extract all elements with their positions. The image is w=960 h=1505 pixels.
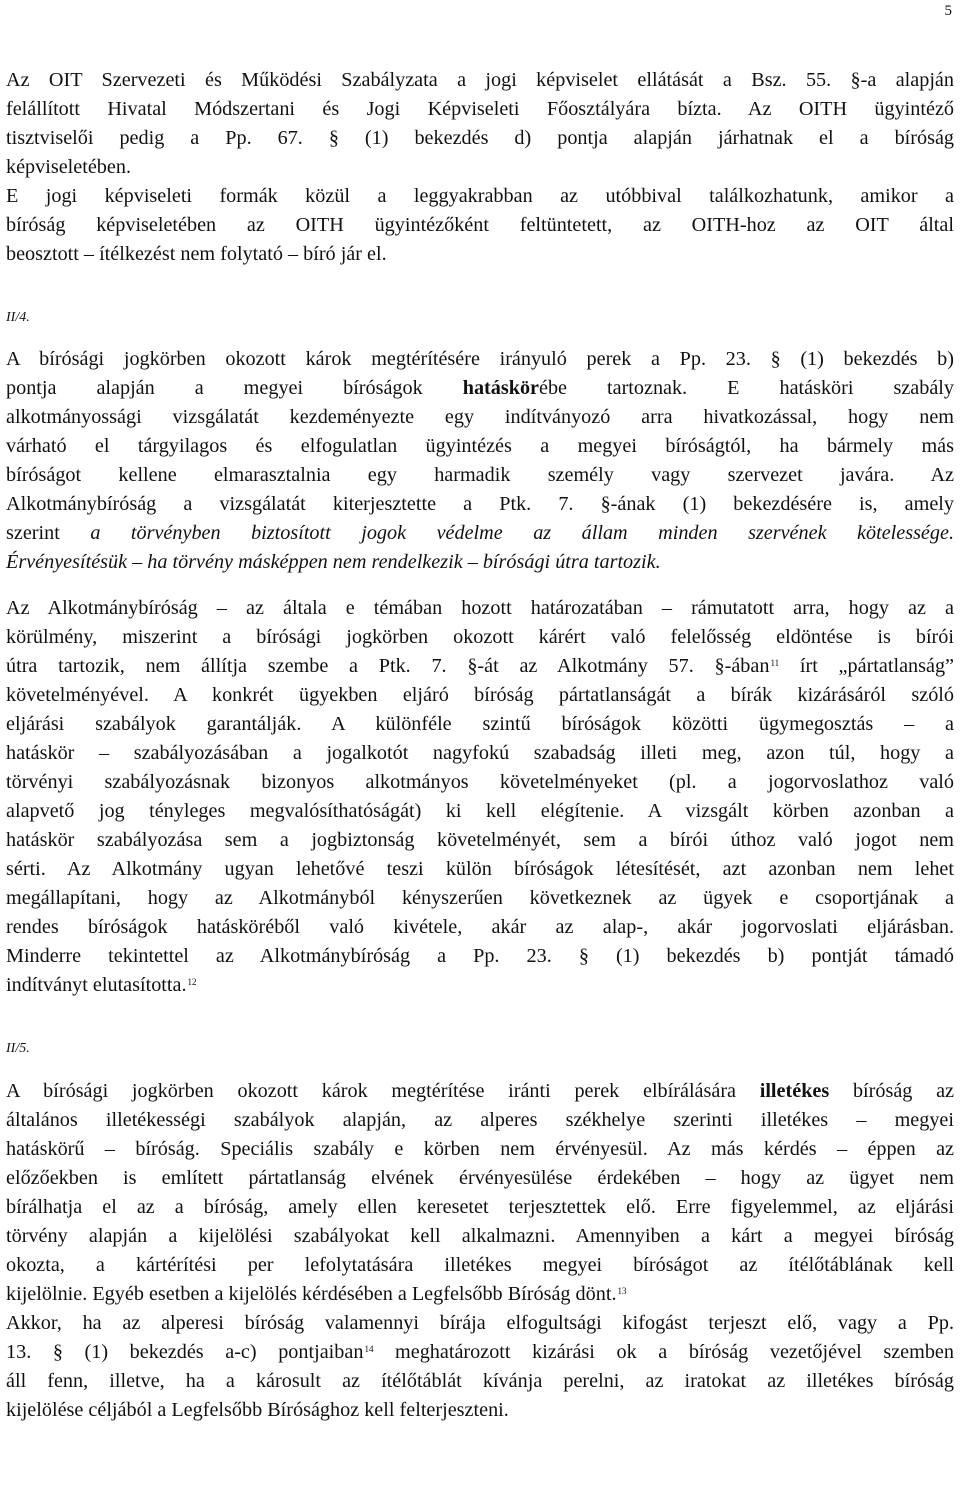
text-line: Alkotmánybíróság a vizsgálatát kiterjesztette a Ptk. 7. §-ának (1) bekezdésére is, amely xyxy=(6,493,954,515)
text-line: A bírósági jogkörben okozott károk megtérítése iránti perek elbírálására illetékes bíróság az xyxy=(6,1080,954,1102)
text-line: tisztviselői pedig a Pp. 67. § (1) bekezdés d) pontja alapján járhatnak el a bíróság xyxy=(6,127,954,149)
text-line: hatáskör szabályozása sem a jogbiztonság követelményét, sem a bírói úthoz való jogot nem xyxy=(6,829,954,851)
text-line: Az OIT Szervezeti és Működési Szabályzata a jogi képviselet ellátását a Bsz. 55. §-a alapján xyxy=(6,69,954,91)
text-line: bírálhatja el az a bíróság, amely ellen keresetet terjesztettek elő. Erre figyelemmel, az eljárási xyxy=(6,1196,954,1218)
text-line: körülmény, miszerint a bírósági jogkörben okozott kárért való felelősség eldöntése is bírói xyxy=(6,626,954,648)
text-line: bíróság képviseletében az OITH ügyintézőként feltüntetett, az OITH-hoz az OIT által xyxy=(6,214,954,236)
text-line: megállapítani, hogy az Alkotmányból kényszerűen következnek az ügyek e csoportjának a xyxy=(6,887,954,909)
section-heading-ii-5: II/5. xyxy=(6,1041,30,1056)
text-line: alapvető jog tényleges megvalósíthatóságát) ki kell elégítenie. A vizsgált körben azonban a xyxy=(6,800,954,822)
quoted-law: Érvényesítésük – ha törvény másképpen nem rendelkezik – bírósági útra tartozik. xyxy=(6,551,661,573)
footnote-ref[interactable]: 12 xyxy=(187,977,197,987)
text-line: útra tartozik, nem állítja szembe a Ptk. 7. §-át az Alkotmány 57. §-ában$^{11}$ írt „pártatlanság” xyxy=(6,655,955,677)
page-content xyxy=(6,66,954,1425)
text-line: általános illetékességi szabályok alapján, az alperes székhelye szerinti illetékes – megyei xyxy=(6,1109,954,1131)
text-line: kijelölése céljából a Legfelsőbb Bírósághoz kell felterjeszteni. xyxy=(6,1399,509,1421)
text-line: törvényi szabályozásnak bizonyos alkotmányos követelményeket (pl. a jogorvoslathoz való xyxy=(6,771,954,793)
text-line: előzőekben is említett pártatlanság elvének érvényesülése érdekében – hogy az ügyet nem xyxy=(6,1167,954,1189)
text-line: sérti. Az Alkotmány ugyan lehetővé teszi külön bíróságok létesítését, azt azonban nem lehet xyxy=(6,858,954,880)
text-line xyxy=(6,548,954,577)
text-line: hatáskörű – bíróság. Speciális szabály e körben nem érvényesül. Az más kérdés – éppen az xyxy=(6,1138,954,1160)
text-line: szerint a törvényben biztosított jogok védelme az állam minden szervének kötelessége. xyxy=(6,522,954,544)
text-line: okozta, a kártérítési per lefolytatására illetékes megyei bíróságot az ítélőtáblának kell xyxy=(6,1254,954,1276)
page-number: 5 xyxy=(944,3,952,19)
text-line: követelményével. A konkrét ügyekben eljáró bíróság pártatlanságát a bírák kizárásáról szóló xyxy=(6,684,954,706)
text-line: törvény alapján a kijelölési szabályokat kell alkalmazni. Amennyiben a kárt a megyei bíróság xyxy=(6,1225,954,1247)
text-line: E jogi képviseleti formák közül a leggyakrabban az utóbbival találkozhatunk, amikor a xyxy=(6,185,954,207)
paragraph-competence xyxy=(6,1077,954,1309)
text-line: indítványt elutasította.$^{12}$ xyxy=(6,974,197,996)
paragraph-constitutional-court xyxy=(6,594,954,1000)
quoted-law: a törvényben biztosított jogok védelme az állam minden szervének kötelessége. xyxy=(90,522,954,544)
paragraph-representation-forms xyxy=(6,182,954,269)
text-line: bíróságot kellene elmarasztalnia egy harmadik személy vagy szervezet javára. Az xyxy=(6,464,954,486)
paragraph-jurisdiction xyxy=(6,345,954,577)
text-line: Akkor, ha az alperesi bíróság valamennyi bírája elfogultsági kifogást terjeszt elő, vagy a Pp. xyxy=(6,1312,954,1334)
text-line: felállított Hivatal Módszertani és Jogi Képviseleti Főosztályára bízta. Az OITH ügyintéző xyxy=(6,98,954,120)
text-line: rendes bíróságok hatásköréből való kivétele, akár az alap-, akár jogorvoslati eljárásban. xyxy=(6,916,954,938)
bold-term: illetékes xyxy=(759,1080,830,1102)
text-line: Az Alkotmánybíróság – az általa e témában hozott határozatában – rámutatott arra, hogy az a xyxy=(6,597,954,619)
footnote-ref[interactable]: 11 xyxy=(770,658,780,668)
bold-term: hatáskör xyxy=(462,377,539,399)
footnote-ref[interactable]: 14 xyxy=(364,1344,374,1354)
text-line: hatáskör – szabályozásában a jogalkotót nagyfokú szabadság illeti meg, azon túl, hogy a xyxy=(6,742,954,764)
text-line: Minderre tekintettel az Alkotmánybíróság a Pp. 23. § (1) bekezdés b) pontját támadó xyxy=(6,945,954,967)
section-heading-ii-4: II/4. xyxy=(6,310,30,325)
footnote-ref[interactable]: 13 xyxy=(617,1286,627,1296)
text-line: áll fenn, illetve, ha a károsult az ítélőtáblát kívánja perelni, az iratokat az illetékes bíróság xyxy=(6,1370,954,1392)
text-line: alkotmányossági vizsgálatát kezdeményezte egy indítványozó arra hivatkozással, hogy nem xyxy=(6,406,954,428)
text-line: eljárási szabályok garantálják. A különféle szintű bíróságok közötti ügymegosztás – a xyxy=(6,713,954,735)
text-line: várható el tárgyilagos és elfogulatlan ügyintézés a megyei bíróságtól, ha bármely más xyxy=(6,435,954,457)
text-line: kijelölnie. Egyéb esetben a kijelölés kérdésében a Legfelsőbb Bíróság dönt.$^{13}$ xyxy=(6,1283,627,1305)
text-line: pontja alapján a megyei bíróságok hatáskörébe tartoznak. E hatásköri szabály xyxy=(6,377,954,399)
text-line: képviseletében. xyxy=(6,156,131,178)
paragraph-oit-representation xyxy=(6,66,954,182)
paragraph-bias-objection xyxy=(6,1309,954,1425)
text-line: beosztott – ítélkezést nem folytató – bíró jár el. xyxy=(6,243,387,265)
text-line: A bírósági jogkörben okozott károk megtérítésére irányuló perek a Pp. 23. § (1) bekezdés b) xyxy=(6,348,954,370)
text-line: 13. § (1) bekezdés a-c) pontjaiban$^{14}$ meghatározott kizárási ok a bíróság vezetőjével szemben xyxy=(6,1341,954,1363)
